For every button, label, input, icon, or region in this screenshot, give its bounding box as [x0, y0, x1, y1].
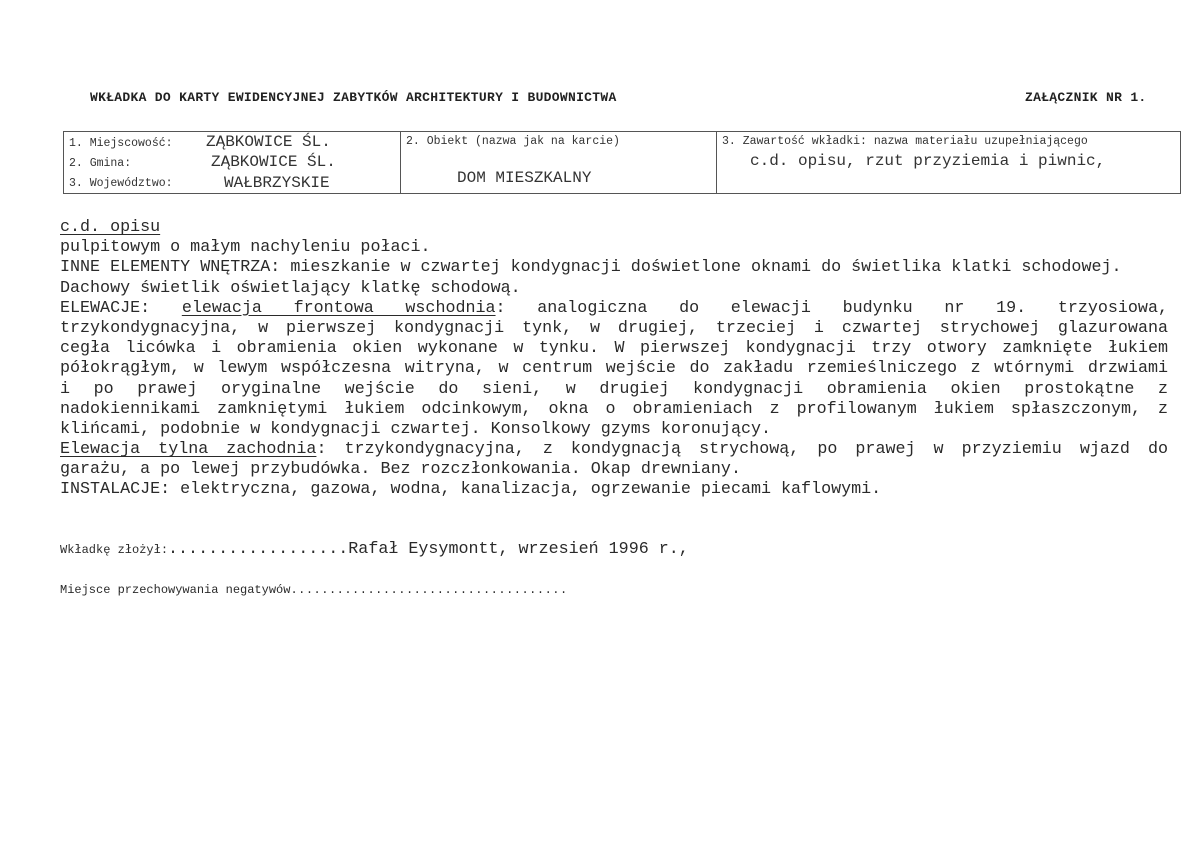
- commune-label: 2. Gmina:: [69, 157, 132, 170]
- table-divider: [400, 132, 401, 193]
- object-label: 2. Obiekt (nazwa jak na karcie): [406, 135, 620, 148]
- underlined-subheading: Elewacja tylna zachodnia: [60, 440, 317, 460]
- table-divider: [716, 132, 717, 193]
- locality-label: 1. Miejscowość:: [69, 137, 173, 150]
- text-line: cegła licówka i obramienia okien wykonane w tynku. W pierwszej kondygnacji trzy otwory zamknięte łukiem: [60, 339, 1168, 359]
- contents-label: 3. Zawartość wkładki: nazwa materiału uzupełniającego: [722, 135, 1088, 148]
- text-line: INSTALACJE: elektryczna, gazowa, wodna, kanalizacja, ogrzewanie piecami kaflowymi.: [60, 480, 882, 500]
- commune-value: ZĄBKOWICE ŚL.: [211, 153, 336, 171]
- submitted-dots: ..................: [168, 540, 349, 559]
- header-table: [63, 131, 1181, 194]
- text-line: [60, 299, 1168, 319]
- text-line: Dachowy świetlik oświetlający klatkę schodową.: [60, 278, 521, 298]
- text-line: [60, 440, 1168, 460]
- text-line: i po prawej oryginalne wejście do sieni, w drugiej kondygnacji obramienia okien prostokątne z: [60, 379, 1168, 399]
- text-line: półokrągłym, w lewym współczesna witryna, w centrum wejście do zakładu rzemieślniczego z wtórnymi drzwiami: [60, 359, 1168, 379]
- section-heading: c.d. opisu: [60, 218, 161, 237]
- negatives-line: [60, 580, 568, 598]
- submitted-by-line: [60, 540, 689, 559]
- description-body: [60, 218, 1168, 501]
- attachment-number: ZAŁĄCZNIK NR 1.: [1025, 90, 1147, 105]
- text-line: nadokiennikami zamkniętymi łukiem odcinkowym, okna o obramieniach z profilowanym łukiem spłaszczonym, z: [60, 399, 1168, 419]
- locality-value: ZĄBKOWICE ŚL.: [206, 133, 331, 151]
- text-line: trzykondygnacyjna, w pierwszej kondygnacji tynk, w drugiej, trzeciej i czwartej strychowej glazurowana: [60, 318, 1168, 338]
- document-title: WKŁADKA DO KARTY EWIDENCYJNEJ ZABYTKÓW ARCHITEKTURY I BUDOWNICTWA: [90, 90, 617, 105]
- negatives-label: Miejsce przechowywania negatywów: [60, 583, 291, 597]
- text-line: pulpitowym o małym nachyleniu połaci.: [60, 238, 431, 258]
- submitted-value: Rafał Eysymontt, wrzesień 1996 r.,: [348, 540, 689, 559]
- contents-value: c.d. opisu, rzut przyziemia i piwnic,: [750, 152, 1106, 170]
- line-text: : trzykondygnacyjna, z kondygnacją strychową, po prawej w przyziemiu wjazd do: [316, 440, 1168, 460]
- object-value: DOM MIESZKALNY: [457, 169, 592, 187]
- line-text: : analogiczna do elewacji budynku nr 19. trzyosiowa,: [495, 298, 1168, 318]
- text-line: INNE ELEMENTY WNĘTRZA: mieszkanie w czwartej kondygnacji doświetlone oknami do świetlika klatki schodowej.: [60, 258, 1122, 278]
- line-prefix: ELEWACJE:: [60, 298, 182, 318]
- text-line: garażu, a po lewej przybudówka. Bez rozczłonkowania. Okap drewniany.: [60, 460, 741, 480]
- voivodeship-value: WAŁBRZYSKIE: [224, 174, 330, 192]
- negatives-dots: ....................................: [290, 583, 568, 597]
- submitted-label: Wkładkę złożył:: [60, 543, 169, 557]
- underlined-subheading: elewacja frontowa wschodnia: [181, 298, 496, 318]
- text-line: klińcami, podobnie w kondygnacji czwartej. Konsolkowy gzyms koronujący.: [60, 419, 772, 439]
- voivodeship-label: 3. Województwo:: [69, 177, 173, 190]
